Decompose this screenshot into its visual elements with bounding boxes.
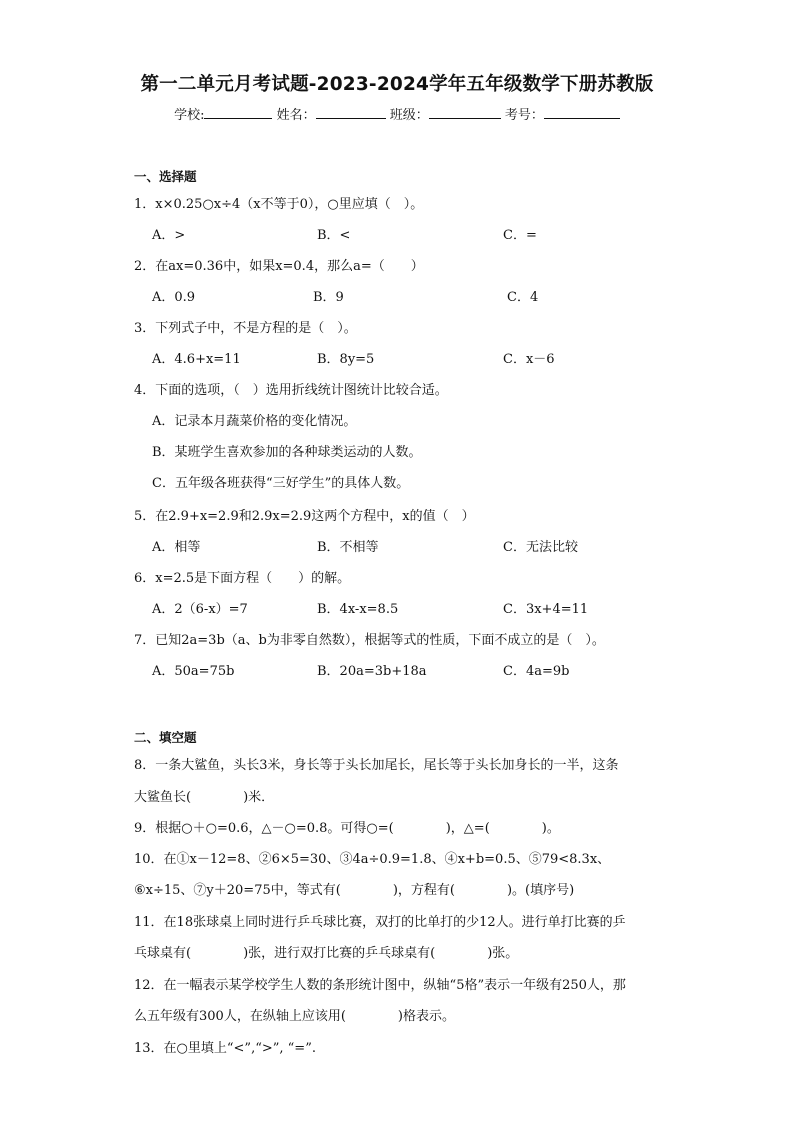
question-stem: 3．下列式子中，不是方程的是（ ）。 (134, 321, 357, 336)
name-label: 姓名： (276, 108, 316, 123)
question-line: 乓球桌有( )张，进行双打比赛的乒乓球桌有( )张。 (134, 946, 519, 961)
class-label: 班级： (389, 108, 429, 123)
option-c: C．x－6 (503, 352, 555, 367)
question-line: 13．在○里填上“<”,“>”, “=”. (134, 1041, 316, 1056)
question-line: 11．在18张球桌上同时进行乒乓球比赛，双打的比单打的少12人。进行单打比赛的乒 (134, 915, 626, 930)
option-c: C．4 (507, 290, 539, 305)
option-c: C．五年级各班获得“三好学生”的具体人数。 (152, 476, 410, 491)
question-stem: 7．已知2a=3b（a、b为非零自然数），根据等式的性质，下面不成立的是（ ）。 (134, 633, 605, 648)
option-b: B．< (317, 228, 351, 243)
option-c: C．3x+4=11 (503, 602, 589, 617)
name-blank[interactable] (316, 105, 386, 119)
question-line: 9．根据○＋○=0.6，△－○=0.8。可得○=( )，△=( )。 (134, 821, 560, 836)
option-b: B．4x-x=8.5 (317, 602, 399, 617)
option-b: B．不相等 (317, 540, 379, 555)
option-b: B．某班学生喜欢参加的各种球类运动的人数。 (152, 445, 422, 460)
section-heading-fill: 二、填空题 (134, 730, 197, 745)
class-blank[interactable] (429, 105, 501, 119)
question-line: 8．一条大鲨鱼，头长3米，身长等于头长加尾长，尾长等于头长加身长的一半，这条 (134, 758, 619, 773)
exam-title: 第一二单元月考试题-2023-2024学年五年级数学下册苏教版 (140, 74, 654, 95)
option-a: A．0.9 (152, 290, 196, 305)
section-heading-choice: 一、选择题 (134, 169, 197, 184)
option-a: A．记录本月蔬菜价格的变化情况。 (152, 414, 357, 429)
exam-number-blank[interactable] (544, 105, 620, 119)
option-c: C．无法比较 (503, 540, 578, 555)
option-b: B．20a=3b+18a (317, 664, 427, 679)
question-stem: 6．x=2.5是下面方程（ ）的解。 (134, 571, 351, 586)
question-stem: 2．在ax=0.36中，如果x=0.4，那么a=（ ） (134, 259, 424, 274)
option-a: A．2（6-x）=7 (152, 602, 248, 617)
question-line: 大鲨鱼长( )米． (134, 790, 275, 805)
option-a: A．50a=75b (152, 664, 235, 679)
question-line: ⑥x÷15、⑦y＋20=75中，等式有( )，方程有( )。(填序号) (134, 883, 575, 898)
question-stem: 5．在2.9+x=2.9和2.9x=2.9这两个方程中，x的值（ ） (134, 509, 475, 524)
option-c: C．= (503, 228, 537, 243)
school-blank[interactable] (204, 105, 272, 119)
question-line: 么五年级有300人，在纵轴上应该用( )格表示。 (134, 1009, 455, 1024)
question-stem: 4．下面的选项，（ ）选用折线统计图统计比较合适。 (134, 383, 448, 398)
question-line: 10．在①x－12=8、②6×5=30、③4a÷0.9=1.8、④x+b=0.5、⑤79<8.3x、 (134, 852, 611, 867)
question-stem: 1．x×0.25○x÷4（x不等于0），○里应填（ ）。 (134, 197, 424, 212)
option-a: A．> (152, 228, 186, 243)
question-line: 12．在一幅表示某学校学生人数的条形统计图中，纵轴“5格”表示一年级有250人，那 (134, 978, 626, 993)
exam-number-label: 考号： (504, 108, 544, 123)
school-label: 学校: (174, 108, 205, 123)
option-a: A．相等 (152, 540, 201, 555)
option-b: B．9 (313, 290, 344, 305)
option-b: B．8y=5 (317, 352, 375, 367)
option-c: C．4a=9b (503, 664, 570, 679)
student-info-row (0, 104, 794, 123)
option-a: A．4.6+x=11 (152, 352, 241, 367)
